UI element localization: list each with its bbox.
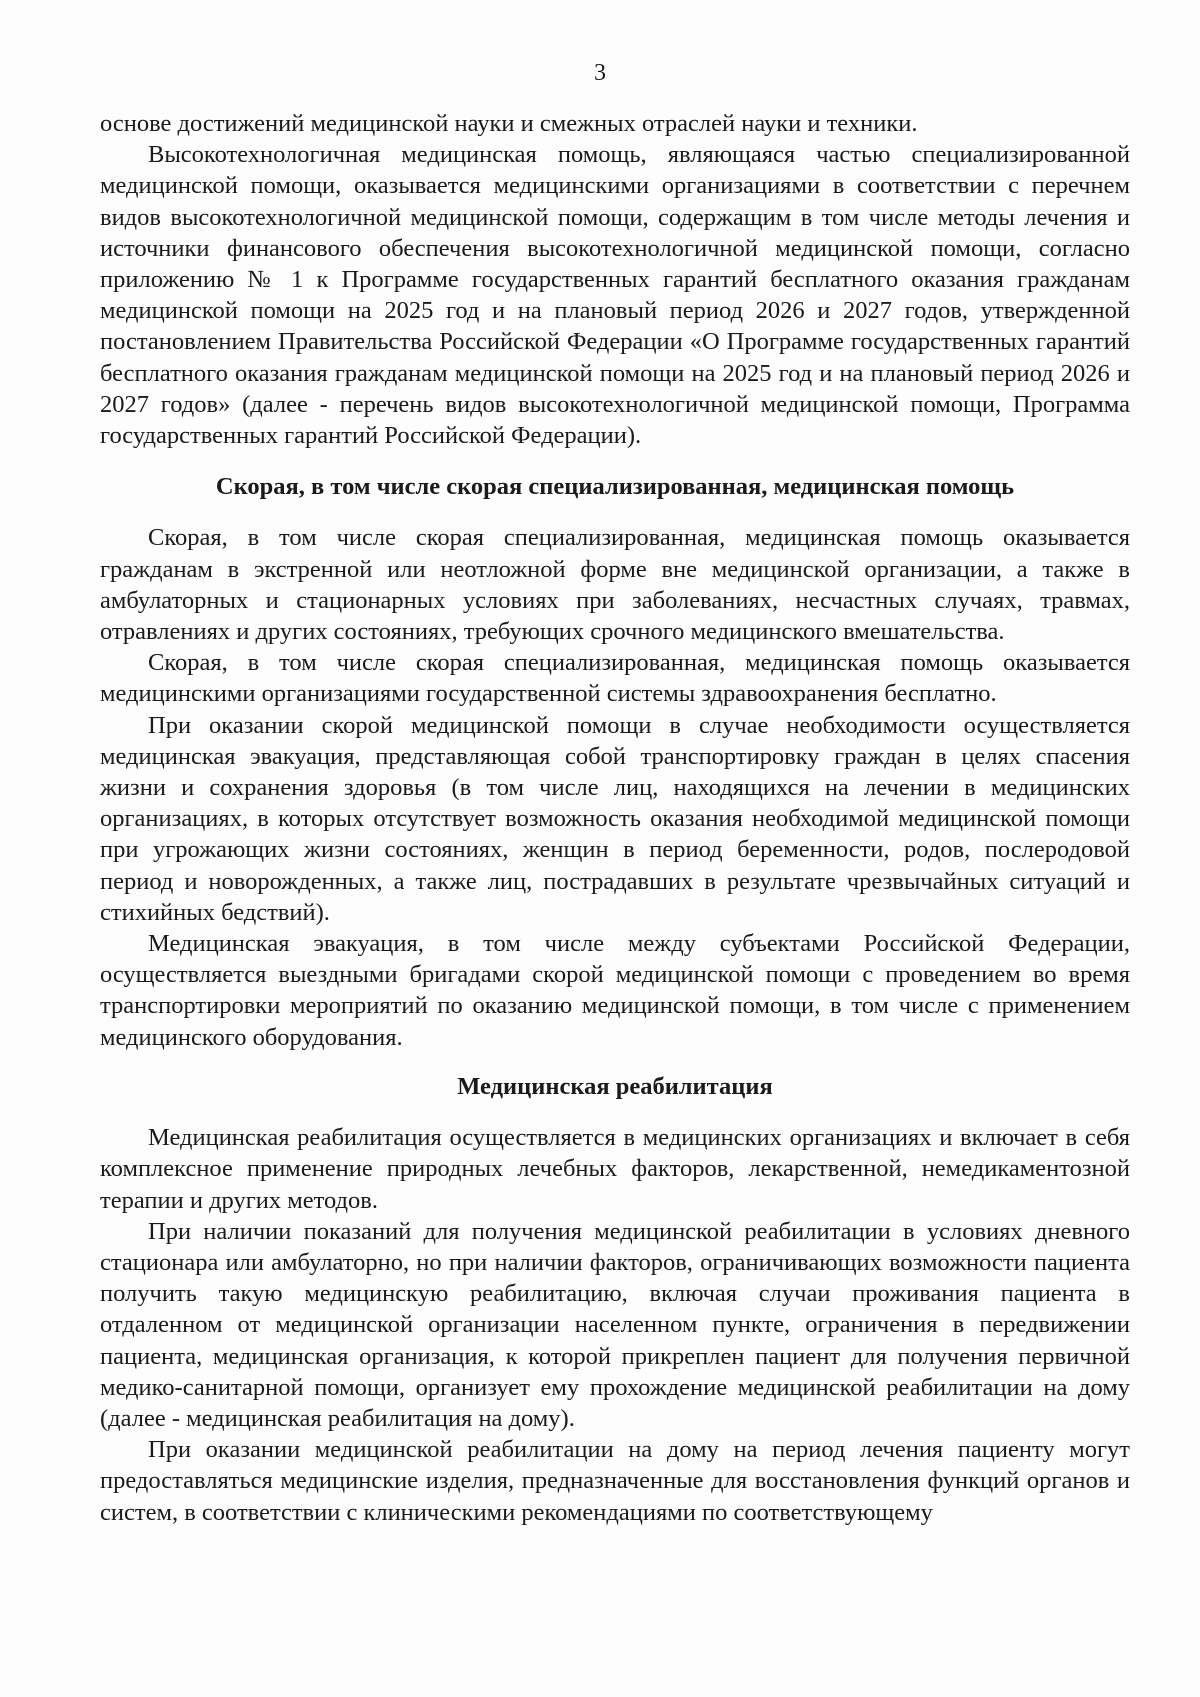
paragraph: Скорая, в том числе скорая специализированная, медицинская помощь оказывается медицинскими организациями государственной системы здравоохранения бесплатно. xyxy=(100,649,1130,708)
paragraph: При оказании медицинской реабилитации на дому на период лечения пациенту могут предоставляться медицинские изделия, предназначенные для восстановления функций органов и систем, в соответствии с клиническими рекомендациями по соответствующему xyxy=(100,1436,1130,1526)
paragraph-continuation: основе достижений медицинской науки и смежных отраслей науки и техники. xyxy=(100,110,918,137)
section-heading-emergency-care: Скорая, в том числе скорая специализированная, медицинская помощь xyxy=(215,473,1015,501)
paragraph: Скорая, в том числе скорая специализированная, медицинская помощь оказывается гражданам в экстренной или неотложной форме вне медицинской организации, а также в амбулаторных и стационарных условиях при заболеваниях, несчастных случаях, травмах, отравлениях и других состояниях, требующих срочного медицинского вмешательства. xyxy=(100,524,1130,646)
document-body xyxy=(100,108,1130,1528)
paragraph: Медицинская эвакуация, в том числе между субъектами Российской Федерации, осуществляется выездными бригадами скорой медицинской помощи с проведением во время транспортировки мероприятий по оказанию медицинской помощи, в том числе с применением медицинского оборудования. xyxy=(100,930,1130,1051)
page-number: 3 xyxy=(594,60,606,86)
section-heading-rehabilitation: Медицинская реабилитация xyxy=(457,1072,773,1100)
paragraph: При оказании скорой медицинской помощи в случае необходимости осуществляется медицинская эвакуация, представляющая собой транспортировку граждан в целях спасения жизни и сохранения здоровья (в том числе лиц, находящихся на лечении в медицинских организациях, в которых отсутствует возможность оказания необходимой медицинской помощи при угрожающих жизни состояниях, женщин в период беременности, родов, послеродовой период и новорожденных, а также лиц, пострадавших в результате чрезвычайных ситуаций и стихийных бедствий). xyxy=(100,711,1130,926)
paragraph: Медицинская реабилитация осуществляется в медицинских организациях и включает в себя комплексное применение природных лечебных факторов, лекарственной, немедикаментозной терапии и других методов. xyxy=(100,1124,1130,1214)
paragraph: При наличии показаний для получения медицинской реабилитации в условиях дневного стационара или амбулаторно, но при наличии факторов, ограничивающих возможности пациента получить такую медицинскую реабилитацию, включая случаи проживания пациента в отдаленном от медицинской организации населенном пункте, ограничения в передвижении пациента, медицинская организация, к которой прикреплен пациент для получения первичной медико-санитарной помощи, организует ему прохождение медицинской реабилитации на дому (далее - медицинская реабилитация на дому). xyxy=(100,1217,1130,1432)
paragraph-high-tech-care: Высокотехнологичная медицинская помощь, являющаяся частью специализированной медицинской помощи, оказывается медицинскими организациями в соответствии с перечнем видов высокотехнологичной медицинской помощи, содержащим в том числе методы лечения и источники финансового обеспечения высокотехнологичной медицинской помощи, согласно приложению № 1 к Программе государственных гарантий бесплатного оказания гражданам медицинской помощи на 2025 год и на плановый период 2026 и 2027 годов, утвержденной постановлением Правительства Российской Федерации «О Программе государственных гарантий бесплатного оказания гражданам медицинской помощи на 2025 год и на плановый период 2026 и 2027 годов» (далее - перечень видов высокотехнологичной медицинской помощи, Программа государственных гарантий Российской Федерации). xyxy=(100,141,1130,450)
